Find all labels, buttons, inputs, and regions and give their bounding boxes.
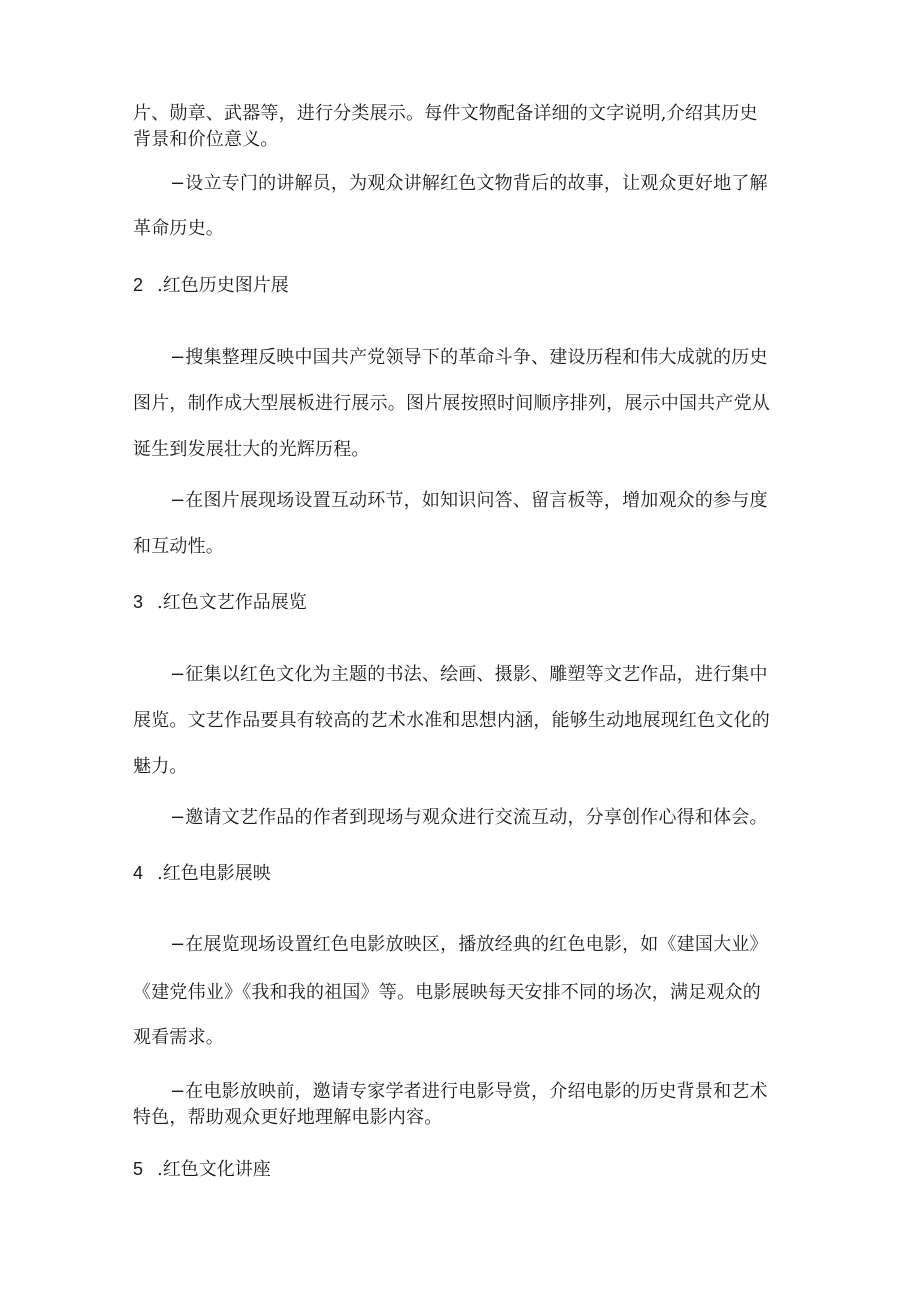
paragraph-line: −在展览现场设置红色电影放映区，播放经典的红色电影，如《建国大业》: [170, 934, 768, 955]
paragraph-line: 展览。文艺作品要具有较高的艺术水准和思想内涵，能够生动地展现红色文化的: [133, 710, 770, 731]
paragraph-line: −邀请文艺作品的作者到现场与观众进行交流互动，分享创作心得和体会。: [170, 807, 768, 828]
paragraph-line: 观看需求。: [133, 1027, 224, 1048]
section-title: .红色文化讲座: [157, 1159, 271, 1180]
section-title: .红色历史图片展: [157, 275, 289, 296]
section-title: .红色电影展映: [157, 863, 271, 884]
paragraph-line: 魅力。: [133, 756, 188, 777]
section-heading-3: [133, 589, 307, 616]
paragraph-line: 特色，帮助观众更好地理解电影内容。: [133, 1107, 443, 1128]
paragraph-line: −在图片展现场设置互动环节，如知识问答、留言板等，增加观众的参与度: [170, 490, 768, 511]
paragraph-line: −征集以红色文化为主题的书法、绘画、摄影、雕塑等文艺作品，进行集中: [170, 664, 768, 685]
paragraph-line: −在电影放映前，邀请专家学者进行电影导赏，介绍电影的历史背景和艺术: [170, 1081, 768, 1102]
paragraph-line: 和互动性。: [133, 536, 224, 557]
paragraph-line: 背景和价位意义。: [133, 129, 279, 150]
section-heading-5: [133, 1156, 271, 1183]
paragraph-line: 革命历史。: [133, 218, 224, 239]
section-number: 3: [133, 592, 144, 612]
paragraph-line: −设立专门的讲解员，为观众讲解红色文物背后的故事，让观众更好地了解: [170, 173, 768, 194]
paragraph-line: 片、勋章、武器等，进行分类展示。每件文物配备详细的文字说明,介绍其历史: [133, 103, 758, 124]
paragraph-line: 《建党伟业》《我和我的祖国》等。电影展映每天安排不同的场次，满足观众的: [133, 982, 761, 1003]
paragraph-line: −搜集整理反映中国共产党领导下的革命斗争、建设历程和伟大成就的历史: [170, 347, 768, 368]
section-heading-4: [133, 860, 271, 887]
section-number: 2: [133, 275, 144, 295]
section-title: .红色文艺作品展览: [157, 592, 307, 613]
section-number: 4: [133, 863, 144, 883]
section-heading-2: [133, 272, 289, 299]
paragraph-line: 诞生到发展壮大的光辉历程。: [133, 439, 370, 460]
section-number: 5: [133, 1159, 144, 1179]
paragraph-line: 图片，制作成大型展板进行展示。图片展按照时间顺序排列，展示中国共产党从: [133, 393, 770, 414]
